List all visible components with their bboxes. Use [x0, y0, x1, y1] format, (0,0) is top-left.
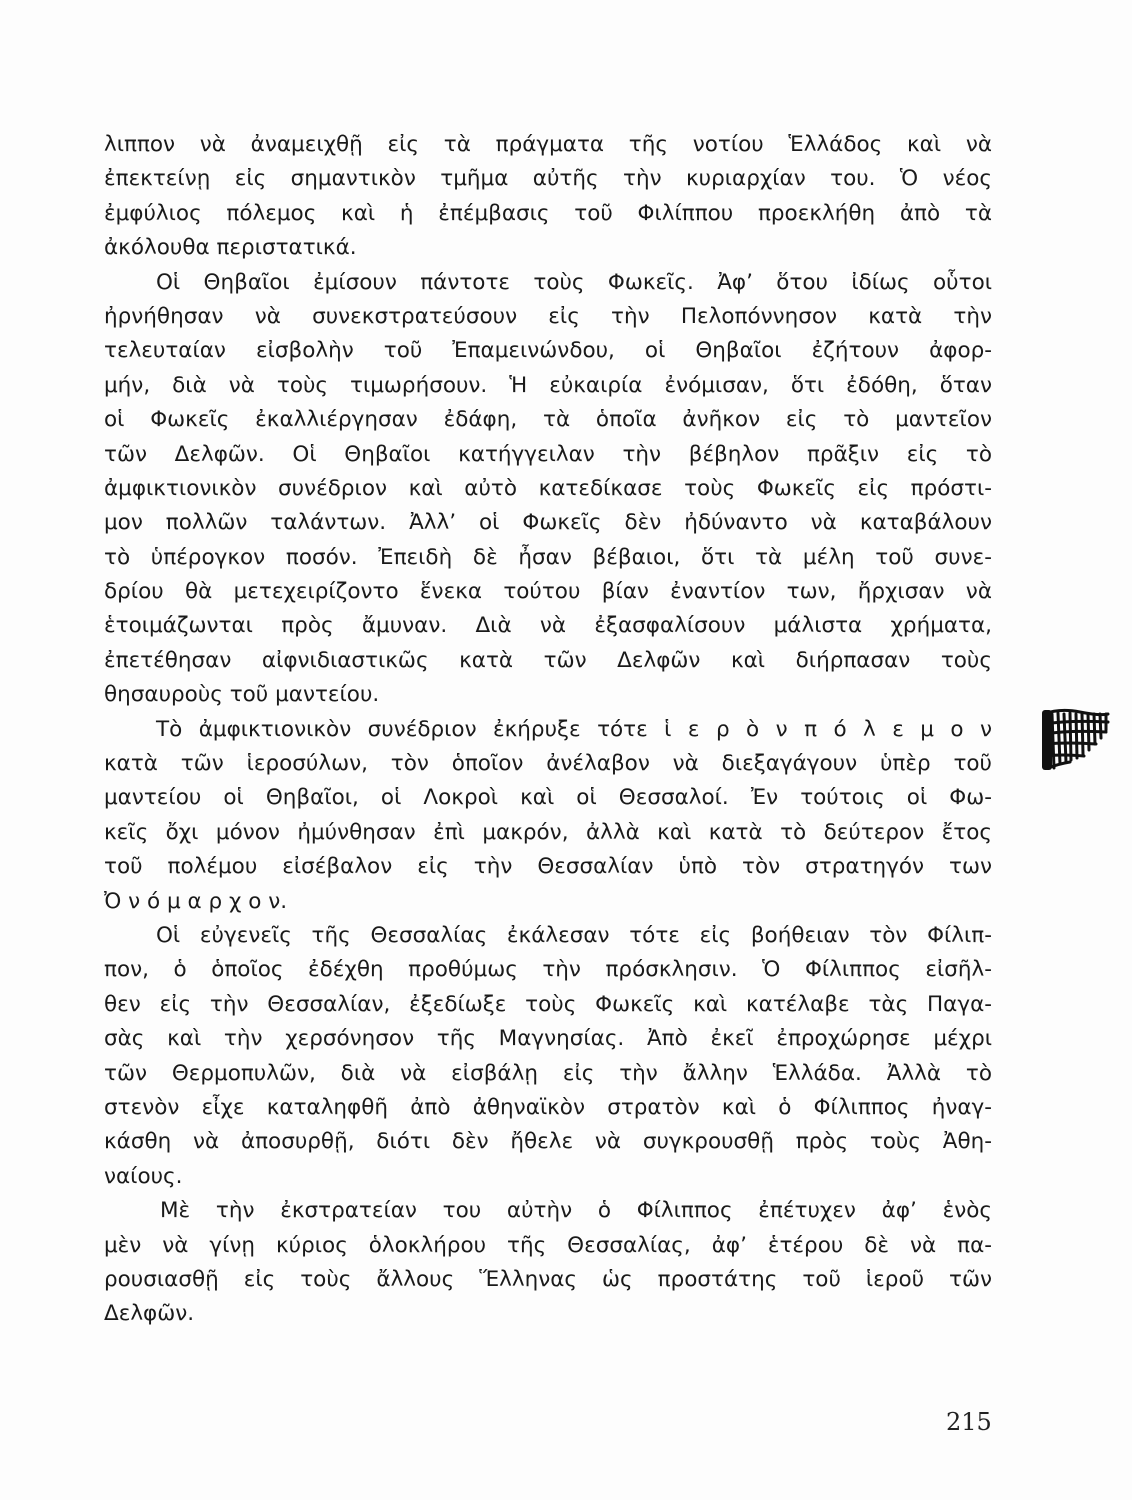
- text-line: κατὰ τῶν ἱεροσύλων, τὸν ὁποῖον ἀνέλαβον νὰ διεξαγάγουν ὑπὲρ τοῦ: [104, 751, 992, 777]
- text-line: τοῦ πολέμου εἰσέβαλον εἰς τὴν Θεσσαλίαν ὑπὸ τὸν στρατηγόν των: [104, 854, 992, 880]
- text-line: πον, ὁ ὁποῖος ἐδέχθη προθύμως τὴν πρόσκλησιν. Ὁ Φίλιππος εἰσῆλ-: [104, 957, 992, 983]
- text-line: ἐπεκτείνῃ εἰς σημαντικὸν τμῆμα αὐτῆς τὴν κυριαρχίαν του. Ὁ νέος: [104, 166, 992, 192]
- text-line: τὸ ὑπέρογκον ποσόν. Ἐπειδὴ δὲ ἦσαν βέβαιοι, ὅτι τὰ μέλη τοῦ συνε-: [104, 544, 992, 570]
- text-line: θεν εἰς τὴν Θεσσαλίαν, ἐξεδίωξε τοὺς Φωκεῖς καὶ κατέλαβε τὰς Παγα-: [104, 991, 992, 1017]
- text-line: Οἱ εὐγενεῖς τῆς Θεσσαλίας ἐκάλεσαν τότε εἰς βοήθειαν τὸν Φίλιπ-: [156, 922, 992, 948]
- text-line: θησαυροὺς τοῦ μαντείου.: [104, 682, 380, 708]
- paragraph: [104, 919, 994, 1194]
- text-line: ρουσιασθῇ εἰς τοὺς ἄλλους Ἕλληνας ὡς προστάτης τοῦ ἱεροῦ τῶν: [104, 1266, 992, 1292]
- text-line: στενὸν εἶχε καταληφθῆ ἀπὸ ἀθηναϊκὸν στρατὸν καὶ ὁ Φίλιππος ἠναγ-: [104, 1094, 992, 1120]
- paragraph: [104, 713, 994, 919]
- text-line: τῶν Θερμοπυλῶν, διὰ νὰ εἰσβάλῃ εἰς τὴν ἄλλην Ἑλλάδα. Ἀλλὰ τὸ: [104, 1060, 992, 1086]
- paragraph: [104, 1194, 994, 1332]
- text-line: οἱ Φωκεῖς ἐκαλλιέργησαν ἐδάφη, τὰ ὁποῖα ἀνῆκον εἰς τὸ μαντεῖον: [104, 407, 992, 433]
- margin-scribble-icon: [1040, 704, 1112, 774]
- text-line: Δελφῶν.: [104, 1301, 195, 1327]
- paragraph: [104, 128, 994, 266]
- page-number: 215: [946, 1408, 992, 1436]
- text-line: μήν, διὰ νὰ τοὺς τιμωρήσουν. Ἡ εὐκαιρία ἐνόμισαν, ὅτι ἐδόθη, ὅταν: [104, 372, 992, 398]
- text-line: μον πολλῶν ταλάντων. Ἀλλ’ οἱ Φωκεῖς δὲν ἠδύναντο νὰ καταβάλουν: [104, 510, 992, 536]
- text-line: ἐμφύλιος πόλεμος καὶ ἡ ἐπέμβασις τοῦ Φιλίππου προεκλήθη ἀπὸ τὰ: [104, 200, 992, 226]
- text-line: ἑτοιμάζωνται πρὸς ἄμυναν. Διὰ νὰ ἐξασφαλίσουν μάλιστα χρήματα,: [104, 613, 992, 639]
- text-line: ναίους.: [104, 1163, 183, 1189]
- text-line: μὲν νὰ γίνῃ κύριος ὁλοκλήρου τῆς Θεσσαλίας, ἀφ’ ἑτέρου δὲ νὰ πα-: [104, 1232, 992, 1258]
- text-line: ἀμφικτιονικὸν συνέδριον καὶ αὐτὸ κατεδίκασε τοὺς Φωκεῖς εἰς πρόστι-: [104, 475, 992, 501]
- text-line: σὰς καὶ τὴν χερσόνησον τῆς Μαγνησίας. Ἀπὸ ἐκεῖ ἐπροχώρησε μέχρι: [104, 1026, 992, 1052]
- paragraph: [104, 266, 994, 713]
- body-text: [104, 128, 994, 1332]
- text-line: κεῖς ὄχι μόνον ἠμύνθησαν ἐπὶ μακρόν, ἀλλὰ καὶ κατὰ τὸ δεύτερον ἔτος: [104, 819, 992, 845]
- text-line: μαντείου οἱ Θηβαῖοι, οἱ Λοκροὶ καὶ οἱ Θεσσαλοί. Ἐν τούτοις οἱ Φω-: [104, 785, 992, 811]
- text-line: λιππον νὰ ἀναμειχθῇ εἰς τὰ πράγματα τῆς νοτίου Ἑλλάδος καὶ νὰ: [104, 132, 992, 157]
- text-line: ἀκόλουθα περιστατικά.: [104, 235, 357, 261]
- text-line: Οἱ Θηβαῖοι ἐμίσουν πάντοτε τοὺς Φωκεῖς. Ἀφ’ ὅτου ἰδίως οὗτοι: [156, 269, 992, 295]
- text-line: Μὲ τὴν ἐκστρατείαν του αὐτὴν ὁ Φίλιππος ἐπέτυχεν ἀφ’ ἑνὸς: [160, 1198, 992, 1224]
- text-line: τελευταίαν εἰσβολὴν τοῦ Ἐπαμεινώνδου, οἱ Θηβαῖοι ἐζήτουν ἀφορ-: [104, 338, 992, 364]
- text-line: δρίου θὰ μετεχειρίζοντο ἕνεκα τούτου βίαν ἐναντίον των, ἤρχισαν νὰ: [104, 579, 992, 605]
- text-line: κάσθη νὰ ἀποσυρθῇ, διότι δὲν ἤθελε νὰ συγκρουσθῇ πρὸς τοὺς Ἀθη-: [104, 1129, 992, 1155]
- text-line: Τὸ ἀμφικτιονικὸν συνέδριον ἐκήρυξε τότε ἱ ε ρ ὸ ν π ό λ ε μ ο ν: [156, 716, 992, 742]
- text-line: τῶν Δελφῶν. Οἱ Θηβαῖοι κατήγγειλαν τὴν βέβηλον πρᾶξιν εἰς τὸ: [104, 441, 992, 467]
- text-line: ἠρνήθησαν νὰ συνεκστρατεύσουν εἰς τὴν Πελοπόννησον κατὰ τὴν: [104, 303, 992, 329]
- text-line: Ὀ ν ό μ α ρ χ ο ν.: [104, 888, 288, 914]
- text-line: ἐπετέθησαν αἰφνιδιαστικῶς κατὰ τῶν Δελφῶν καὶ διήρπασαν τοὺς: [104, 647, 992, 673]
